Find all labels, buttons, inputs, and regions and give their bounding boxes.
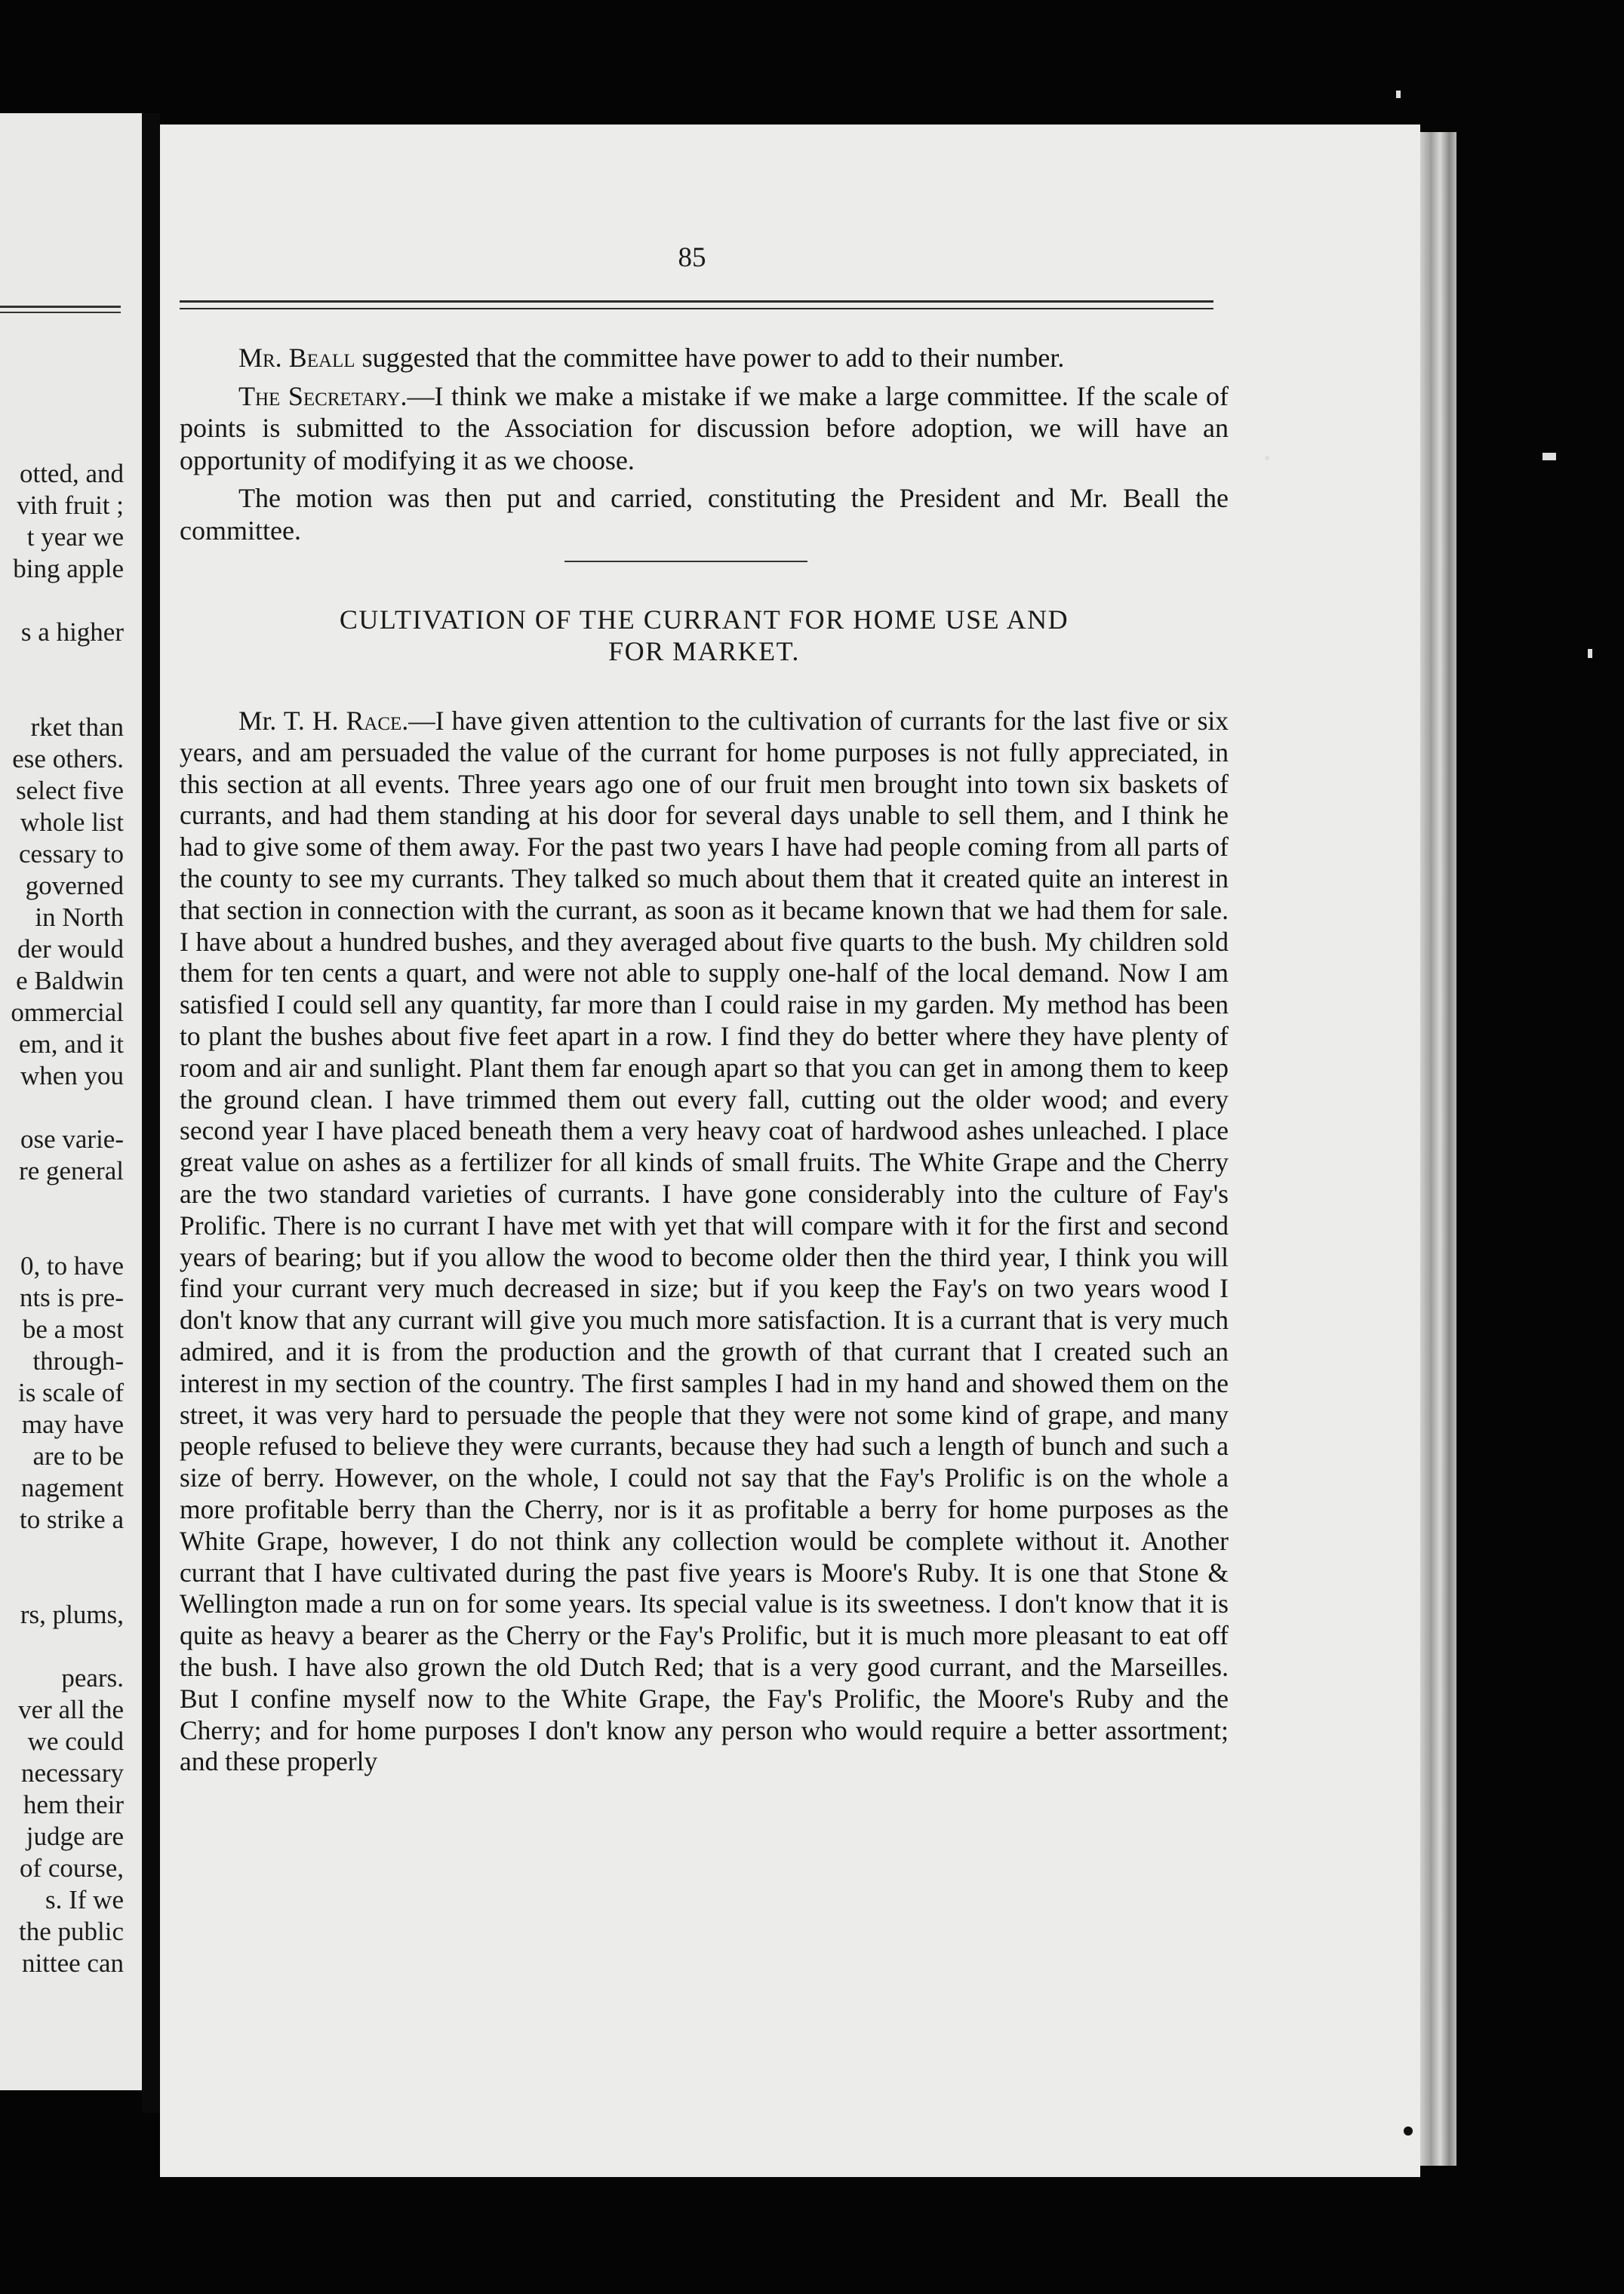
previous-page-line: bing apple [13, 554, 124, 583]
previous-page-line: nts is pre- [19, 1283, 124, 1312]
previous-page-line: der would [17, 934, 124, 964]
previous-page-line: nagement [20, 1473, 124, 1502]
speaker: Race [346, 706, 402, 736]
previous-page-line: to strike a [19, 1505, 124, 1534]
previous-page-line: ommercial [11, 998, 124, 1027]
previous-page-line: ver all the [18, 1695, 124, 1724]
paragraph: The motion was then put and carried, constituting the President and Mr. Beall the committee. [180, 483, 1229, 546]
previous-page-line: ese others. [12, 744, 124, 773]
previous-page-line: t year we [26, 522, 124, 552]
header-rule-2 [180, 308, 1213, 309]
speaker: The Secretary [238, 380, 401, 411]
section-title: CULTIVATION OF THE CURRANT FOR HOME USE AND FOR MARKET. [339, 604, 1069, 666]
page-speck [1404, 2126, 1413, 2136]
page-edges [1420, 132, 1456, 2166]
previous-page-line: pears. [61, 1663, 124, 1693]
previous-page-line: judge are [26, 1822, 124, 1851]
previous-page-line: e Baldwin [16, 966, 124, 995]
previous-page-line: when you [20, 1061, 124, 1090]
previous-page-line: through- [32, 1346, 124, 1376]
scan-speck [1396, 91, 1401, 98]
previous-page-line: of course, [19, 1853, 124, 1883]
previous-page-line: s. If we [45, 1885, 124, 1914]
previous-page-line: we could [27, 1727, 124, 1756]
previous-page-line: are to be [32, 1441, 124, 1471]
previous-page-fragment [0, 113, 142, 2090]
previous-page-line: nittee can [21, 1948, 124, 1978]
previous-page-line: governed [25, 871, 124, 900]
page-number: 85 [678, 242, 706, 273]
previous-page-line: may have [21, 1410, 124, 1439]
previous-page-line: otted, and [19, 459, 124, 488]
body-text [180, 706, 1229, 1778]
paragraph: The Secretary.—I think we make a mistake if we make a large committee. If the scale of points is submitted to the Association for discussion before adoption, we will have an opportunity of modifying it as we choose. [180, 380, 1229, 475]
previous-page-line: be a most [22, 1315, 124, 1344]
previous-page-line: whole list [20, 807, 124, 837]
paragraph: Mr. T. H. Race.—I have given attention to the cultivation of currants for the last five or six years, and am persuaded the value of the currant for home purposes is not fully appreciated, in this section at all events. Three years ago one of our fruit men brought into town six baskets of currants, and had them standing at his door for several days unable to sell them, and I think he had to give some of them away. For the past two years I have had people coming from all parts of the county to see my currants. They talked so much about them that it created quite an interest in that section in connection with the currant, as soon as it became known that we had them for sale. I have about a hundred bushes, and they averaged about five quarts to the bush. My children sold them for ten cents a quart, and were not able to supply one-half of the local demand. Now I am satisfied I could sell any quantity, far more than I could raise in my garden. My method has been to plant the bushes about five feet apart in a row. I find they do better where they have plenty of room and air and sunlight. Plant them far enough apart so that you can get in among them to keep the ground clean. I have trimmed them out every fall, cutting out the older wood; and every second year I have placed beneath them a very heavy coat of hardwood ashes unleached. I place great value on ashes as a fertilizer for all kinds of small fruits. The White Grape and the Cherry are the two standard varieties of currants. I have gone considerably into the culture of Fay's Prolific. There is no currant I have met with yet that will compare with it for the first and second years of bearing; but if you allow the wood to become older then the third year, I think you will find your currant very much decreased in size; but if you keep the Fay's on two years wood I don't know that any currant will give you much more satisfaction. It is a currant that is very much admired, and it is from the production and the growth of that currant that I created such an interest in my section of the country. The first samples I had in my hand and showed them on the street, it was very hard to persuade the people that they were not some kind of grape, and many people refused to believe they were currants, because they had such a length of bunch and such a size of berry. However, on the whole, I could not say that the Fay's Prolific is on the whole a more profitable berry than the Cherry, nor is it as profitable a berry for home purposes as the White Grape, however, I do not think any collection would be complete without it. Another currant that I have cultivated during the past five years is Moore's Ruby. It is one that Stone & Wellington made a run on for some years. Its special value is its sweetness. I don't know that it is quite as heavy a bearer as the Cherry or the Fay's Prolific, but it is much more pleasant to eat off the bush. I have also grown the old Dutch Red; that is a very good currant, and the Marseilles. But I confine myself now to the White Grape, the Fay's Prolific, the Moore's Ruby and the Cherry; and for home purposes I don't know any person who would require a better assortment; and these properly [180, 706, 1229, 1777]
previous-page-header-rule-2 [0, 312, 121, 313]
previous-page-header-rule [0, 306, 121, 308]
previous-page-line: rs, plums, [20, 1600, 124, 1629]
previous-page-line: necessary [20, 1758, 124, 1788]
speaker: Mr. Beall [238, 343, 355, 373]
paragraph: Mr. Beall suggested that the committee have power to add to their number. [238, 343, 1065, 373]
section-divider [564, 561, 807, 562]
previous-page-line: vith fruit ; [17, 490, 124, 520]
opening-paragraphs [180, 342, 1229, 546]
previous-page-line: the public [19, 1917, 124, 1946]
scan-speck [1542, 453, 1556, 460]
header-rule [180, 300, 1213, 303]
previous-page-line: in North [35, 903, 124, 932]
previous-page-line: re general [19, 1156, 124, 1185]
previous-page-line: is scale of [18, 1378, 124, 1407]
previous-page-line: hem their [23, 1790, 124, 1819]
page-speck [1265, 456, 1269, 460]
book-gutter [142, 113, 160, 2113]
previous-page-line: 0, to have [20, 1251, 124, 1281]
previous-page-line: ose varie- [20, 1124, 124, 1154]
previous-page-line: s a higher [20, 617, 124, 647]
previous-page-line: select five [16, 776, 124, 805]
previous-page-line: em, and it [19, 1029, 124, 1059]
scan-speck [1588, 649, 1592, 658]
previous-page-line: rket than [30, 712, 124, 742]
previous-page-line: cessary to [19, 839, 124, 869]
